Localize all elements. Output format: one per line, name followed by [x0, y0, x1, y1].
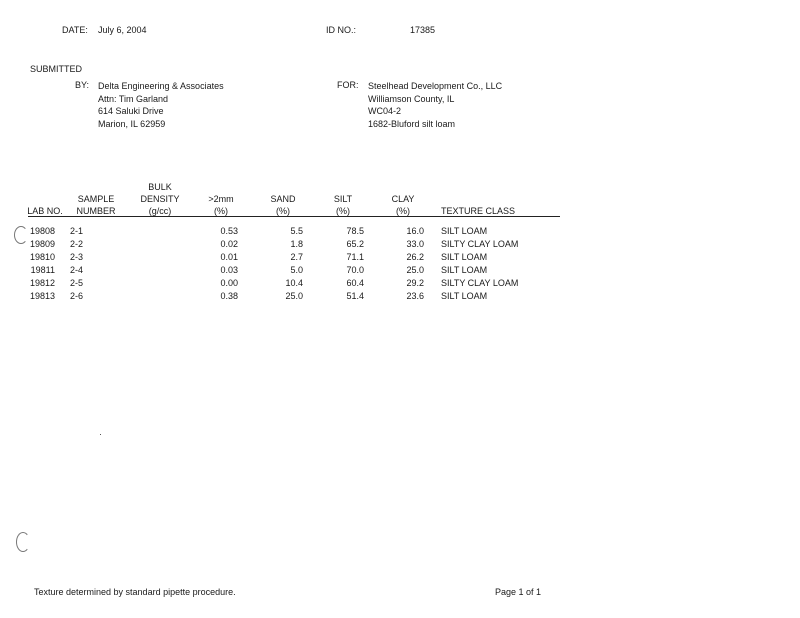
- cell-sample: 2-2: [70, 239, 84, 249]
- cell-sample: 2-6: [70, 291, 84, 301]
- cell-gt2mm: 0.38: [220, 291, 238, 301]
- col-header-silt: SILT (%): [333, 194, 353, 216]
- cell-gt2mm: 0.01: [220, 252, 238, 262]
- table-row: [0, 264, 800, 277]
- cell-sand: 5.0: [290, 265, 303, 275]
- cell-gt2mm: 0.02: [220, 239, 238, 249]
- for-line: 1682-Bluford silt loam: [368, 118, 456, 129]
- for-line: WC04-2: [368, 106, 402, 116]
- for-label: FOR:: [337, 80, 359, 90]
- cell-texture: SILTY CLAY LOAM: [441, 239, 519, 249]
- cell-clay: 33.0: [406, 239, 424, 249]
- table-row: [0, 251, 800, 264]
- cell-lab-no: 19813: [29, 291, 55, 301]
- cell-sample: 2-5: [70, 278, 84, 288]
- col-header-texture-class: TEXTURE CLASS: [441, 206, 516, 216]
- by-address: [98, 80, 224, 130]
- punch-hole-mark: [16, 532, 30, 552]
- by-line: 614 Saluki Drive: [98, 106, 164, 116]
- table-row: [0, 290, 800, 303]
- cell-clay: 29.2: [406, 278, 424, 288]
- cell-clay: 16.0: [406, 226, 424, 236]
- by-line: Delta Engineering & Associates: [98, 81, 224, 91]
- cell-texture: SILTY CLAY LOAM: [441, 278, 519, 288]
- cell-silt: 78.5: [346, 226, 364, 236]
- cell-gt2mm: 0.00: [220, 278, 238, 288]
- cell-clay: 23.6: [406, 291, 424, 301]
- cell-lab-no: 19812: [29, 278, 55, 288]
- header-rule: [28, 216, 560, 217]
- date-label: DATE:: [62, 25, 88, 35]
- by-line: Attn: Tim Garland: [98, 93, 169, 104]
- cell-texture: SILT LOAM: [441, 291, 488, 301]
- col-header-gt2mm: >2mm (%): [208, 194, 234, 216]
- cell-sand: 2.7: [290, 252, 303, 262]
- by-label: BY:: [75, 80, 90, 90]
- id-label: ID NO.:: [326, 25, 357, 35]
- for-line: Williamson County, IL: [368, 93, 455, 104]
- cell-texture: SILT LOAM: [441, 226, 488, 236]
- table-row: [0, 225, 800, 238]
- col-header-sand: SAND (%): [270, 194, 296, 216]
- cell-texture: SILT LOAM: [441, 252, 488, 262]
- col-header-bulk-density: BULK DENSITY (g/cc): [140, 182, 180, 216]
- speck-mark: [100, 434, 101, 435]
- table-row: [0, 238, 800, 251]
- cell-clay: 26.2: [406, 252, 424, 262]
- col-header-sample-number: SAMPLE NUMBER: [76, 194, 116, 216]
- cell-clay: 25.0: [406, 265, 424, 275]
- by-line: Marion, IL 62959: [98, 118, 166, 129]
- cell-lab-no: 19810: [29, 252, 55, 262]
- cell-lab-no: 19809: [29, 239, 55, 249]
- cell-silt: 51.4: [346, 291, 364, 301]
- cell-sample: 2-4: [70, 265, 84, 275]
- cell-gt2mm: 0.53: [220, 226, 238, 236]
- footer-note: Texture determined by standard pipette procedure.: [34, 587, 236, 597]
- cell-sand: 1.8: [290, 239, 303, 249]
- date-value: July 6, 2004: [98, 25, 147, 35]
- cell-sample: 2-1: [70, 226, 84, 236]
- punch-hole-mark: [14, 226, 28, 244]
- cell-lab-no: 19808: [29, 226, 55, 236]
- cell-silt: 70.0: [346, 265, 364, 275]
- col-header-lab-no: LAB NO.: [27, 206, 63, 216]
- table-row: [0, 277, 800, 290]
- for-address: [368, 80, 502, 130]
- for-line: Steelhead Development Co., LLC: [368, 81, 503, 91]
- cell-texture: SILT LOAM: [441, 265, 488, 275]
- col-header-clay: CLAY (%): [391, 194, 415, 216]
- cell-sample: 2-3: [70, 252, 84, 262]
- cell-silt: 65.2: [346, 239, 364, 249]
- submitted-label: SUBMITTED: [30, 64, 83, 74]
- page-number: Page 1 of 1: [495, 587, 542, 597]
- cell-gt2mm: 0.03: [220, 265, 238, 275]
- cell-sand: 10.4: [285, 278, 303, 288]
- cell-silt: 71.1: [346, 252, 364, 262]
- cell-silt: 60.4: [346, 278, 364, 288]
- id-value: 17385: [410, 25, 436, 35]
- cell-lab-no: 19811: [30, 265, 55, 275]
- cell-sand: 25.0: [285, 291, 303, 301]
- cell-sand: 5.5: [290, 226, 303, 236]
